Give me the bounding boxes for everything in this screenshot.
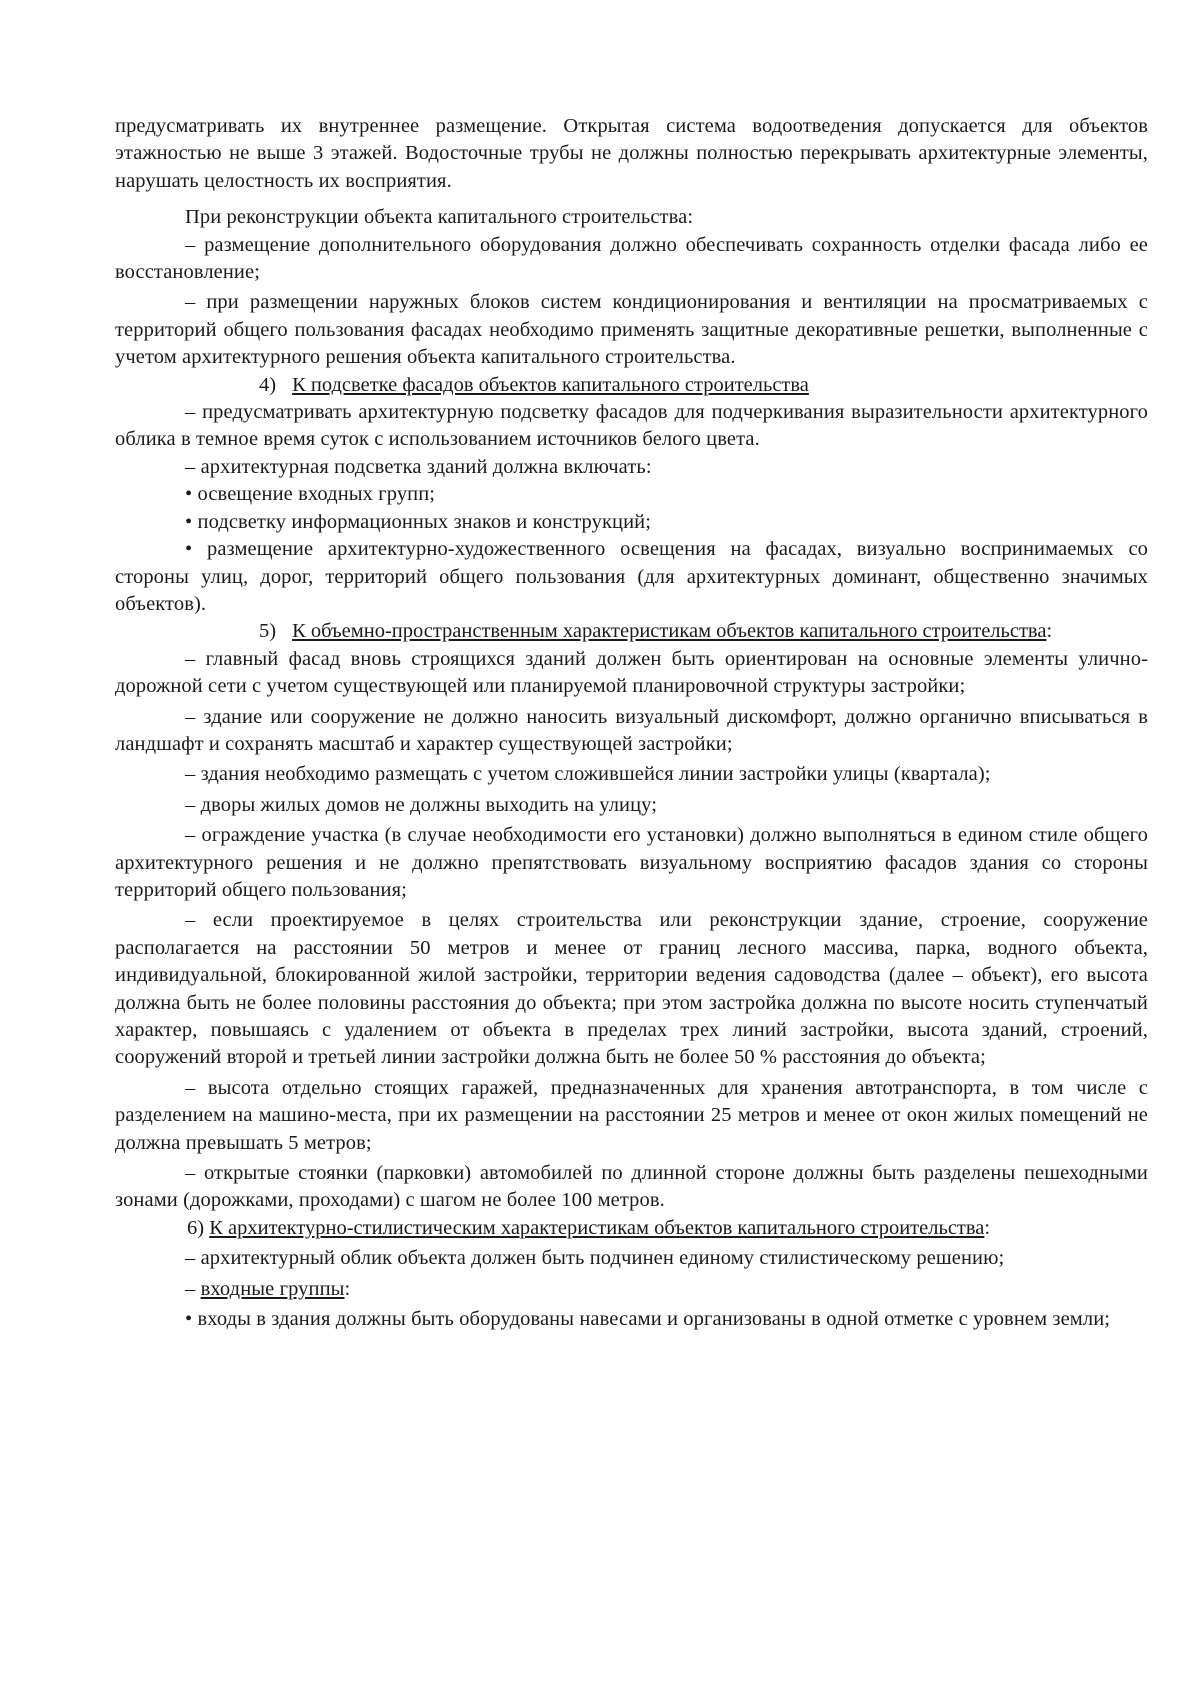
section-5-title-suffix: :	[1046, 620, 1053, 643]
section-6-title-suffix: :	[984, 1216, 991, 1239]
section-5-number: 5)	[259, 620, 277, 643]
section-5-item: – высота отдельно стоящих гаражей, предназначенных для хранения автотранспорта, в том числе с разделением на машино-места, при их размещении на расстоянии 25 метров и менее от окон жилых помещений не должна превышать 5 метров;	[115, 1076, 1148, 1154]
section-4-bullet: • освещение входных групп;	[185, 483, 436, 506]
section-6-item-suffix: :	[344, 1277, 351, 1300]
section-4-heading	[115, 372, 1148, 399]
section-6-title: К архитектурно-стилистическим характеристикам объектов капитального строительства	[209, 1216, 985, 1239]
section-4-item: – предусматривать архитектурную подсветку фасадов для подчеркивания выразительности архитектурного облика в темное время суток с использованием источников белого цвета.	[115, 401, 1148, 451]
reconstruction-item: – размещение дополнительного оборудования должно обеспечивать сохранность отделки фасада либо ее восстановление;	[115, 233, 1148, 284]
section-4-bullet: • размещение архитектурно-художественного освещения на фасадах, визуально воспринимаемых со стороны улиц, дорог, территорий общего пользования (для архитектурных доминант, общественно значимых объектов).	[115, 538, 1148, 615]
reconstruction-item: – при размещении наружных блоков систем кондиционирования и вентиляции на просматриваемых с территорий общего пользования фасадах необходимо применять защитные декоративные решетки, выполненные с учетом архитектурного решения объекта капитального строительства.	[115, 291, 1148, 369]
section-4-item: – архитектурная подсветка зданий должна включать:	[185, 455, 652, 478]
section-4-bullet: • подсветку информационных знаков и конструкций;	[185, 510, 652, 533]
section-5-heading	[115, 618, 1148, 645]
section-5-item: – главный фасад вновь строящихся зданий должен быть ориентирован на основные элементы улично-дорожной сети с учетом существующей или планируемой планировочной структуры застройки;	[115, 647, 1148, 698]
section-4-number: 4)	[259, 373, 277, 396]
section-6-heading	[115, 1215, 1148, 1242]
section-6-item	[115, 1276, 1148, 1303]
section-6-number: 6)	[187, 1216, 205, 1239]
intro-paragraph: предусматривать их внутреннее размещение. Открытая система водоотведения допускается для объектов этажностью не выше 3 этажей. Водосточные трубы не должны полностью перекрывать архитектурные элементы, нарушать целостность их восприятия.	[115, 115, 1148, 192]
section-5-item: – открытые стоянки (парковки) автомобилей по длинной стороне должны быть разделены пешеходными зонами (дорожками, проходами) с шагом не более 100 метров.	[115, 1162, 1148, 1212]
section-4-title: К подсветке фасадов объектов капитального строительства	[292, 373, 809, 396]
section-6-item-dash: –	[185, 1277, 201, 1300]
section-5-title: К объемно-пространственным характеристикам объектов капитального строительства	[292, 620, 1047, 643]
section-5-item: – если проектируемое в целях строительства или реконструкции здание, строение, сооружение располагается на расстоянии 50 метров и менее от границ лесного массива, парка, водного объекта, индивидуальной, блокированной жилой застройки, территории ведения садоводства (далее – объект), его высота должна быть не более половины расстояния до объекта; при этом застройка должна по высоте носить ступенчатый характер, повышаясь с удалением от объекта в пределах трех линий застройки, высота зданий, строений, сооружений второй и третьей линии застройки должна быть не более 50 % расстояния до объекта;	[115, 909, 1148, 1069]
section-5-item: – здание или сооружение не должно наносить визуальный дискомфорт, должно органично вписываться в ландшафт и сохранять масштаб и характер существующей застройки;	[115, 705, 1148, 755]
section-6-item-label: входные группы	[200, 1277, 345, 1300]
reconstruction-intro: При реконструкции объекта капитального строительства:	[185, 206, 694, 229]
section-6-item: – архитектурный облик объекта должен быть подчинен единому стилистическому решению;	[185, 1247, 1005, 1270]
section-5-item: – ограждение участка (в случае необходимости его установки) должно выполняться в едином стиле общего архитектурного решения и не должно препятствовать визуальному восприятию фасадов здания со стороны территорий общего пользования;	[115, 824, 1148, 901]
section-6-bullet: • входы в здания должны быть оборудованы навесами и организованы в одной отметке с уровнем земли;	[185, 1308, 1111, 1331]
section-5-item: – дворы жилых домов не должны выходить на улицу;	[185, 793, 658, 816]
section-5-item: – здания необходимо размещать с учетом сложившейся линии застройки улицы (квартала);	[185, 763, 991, 786]
